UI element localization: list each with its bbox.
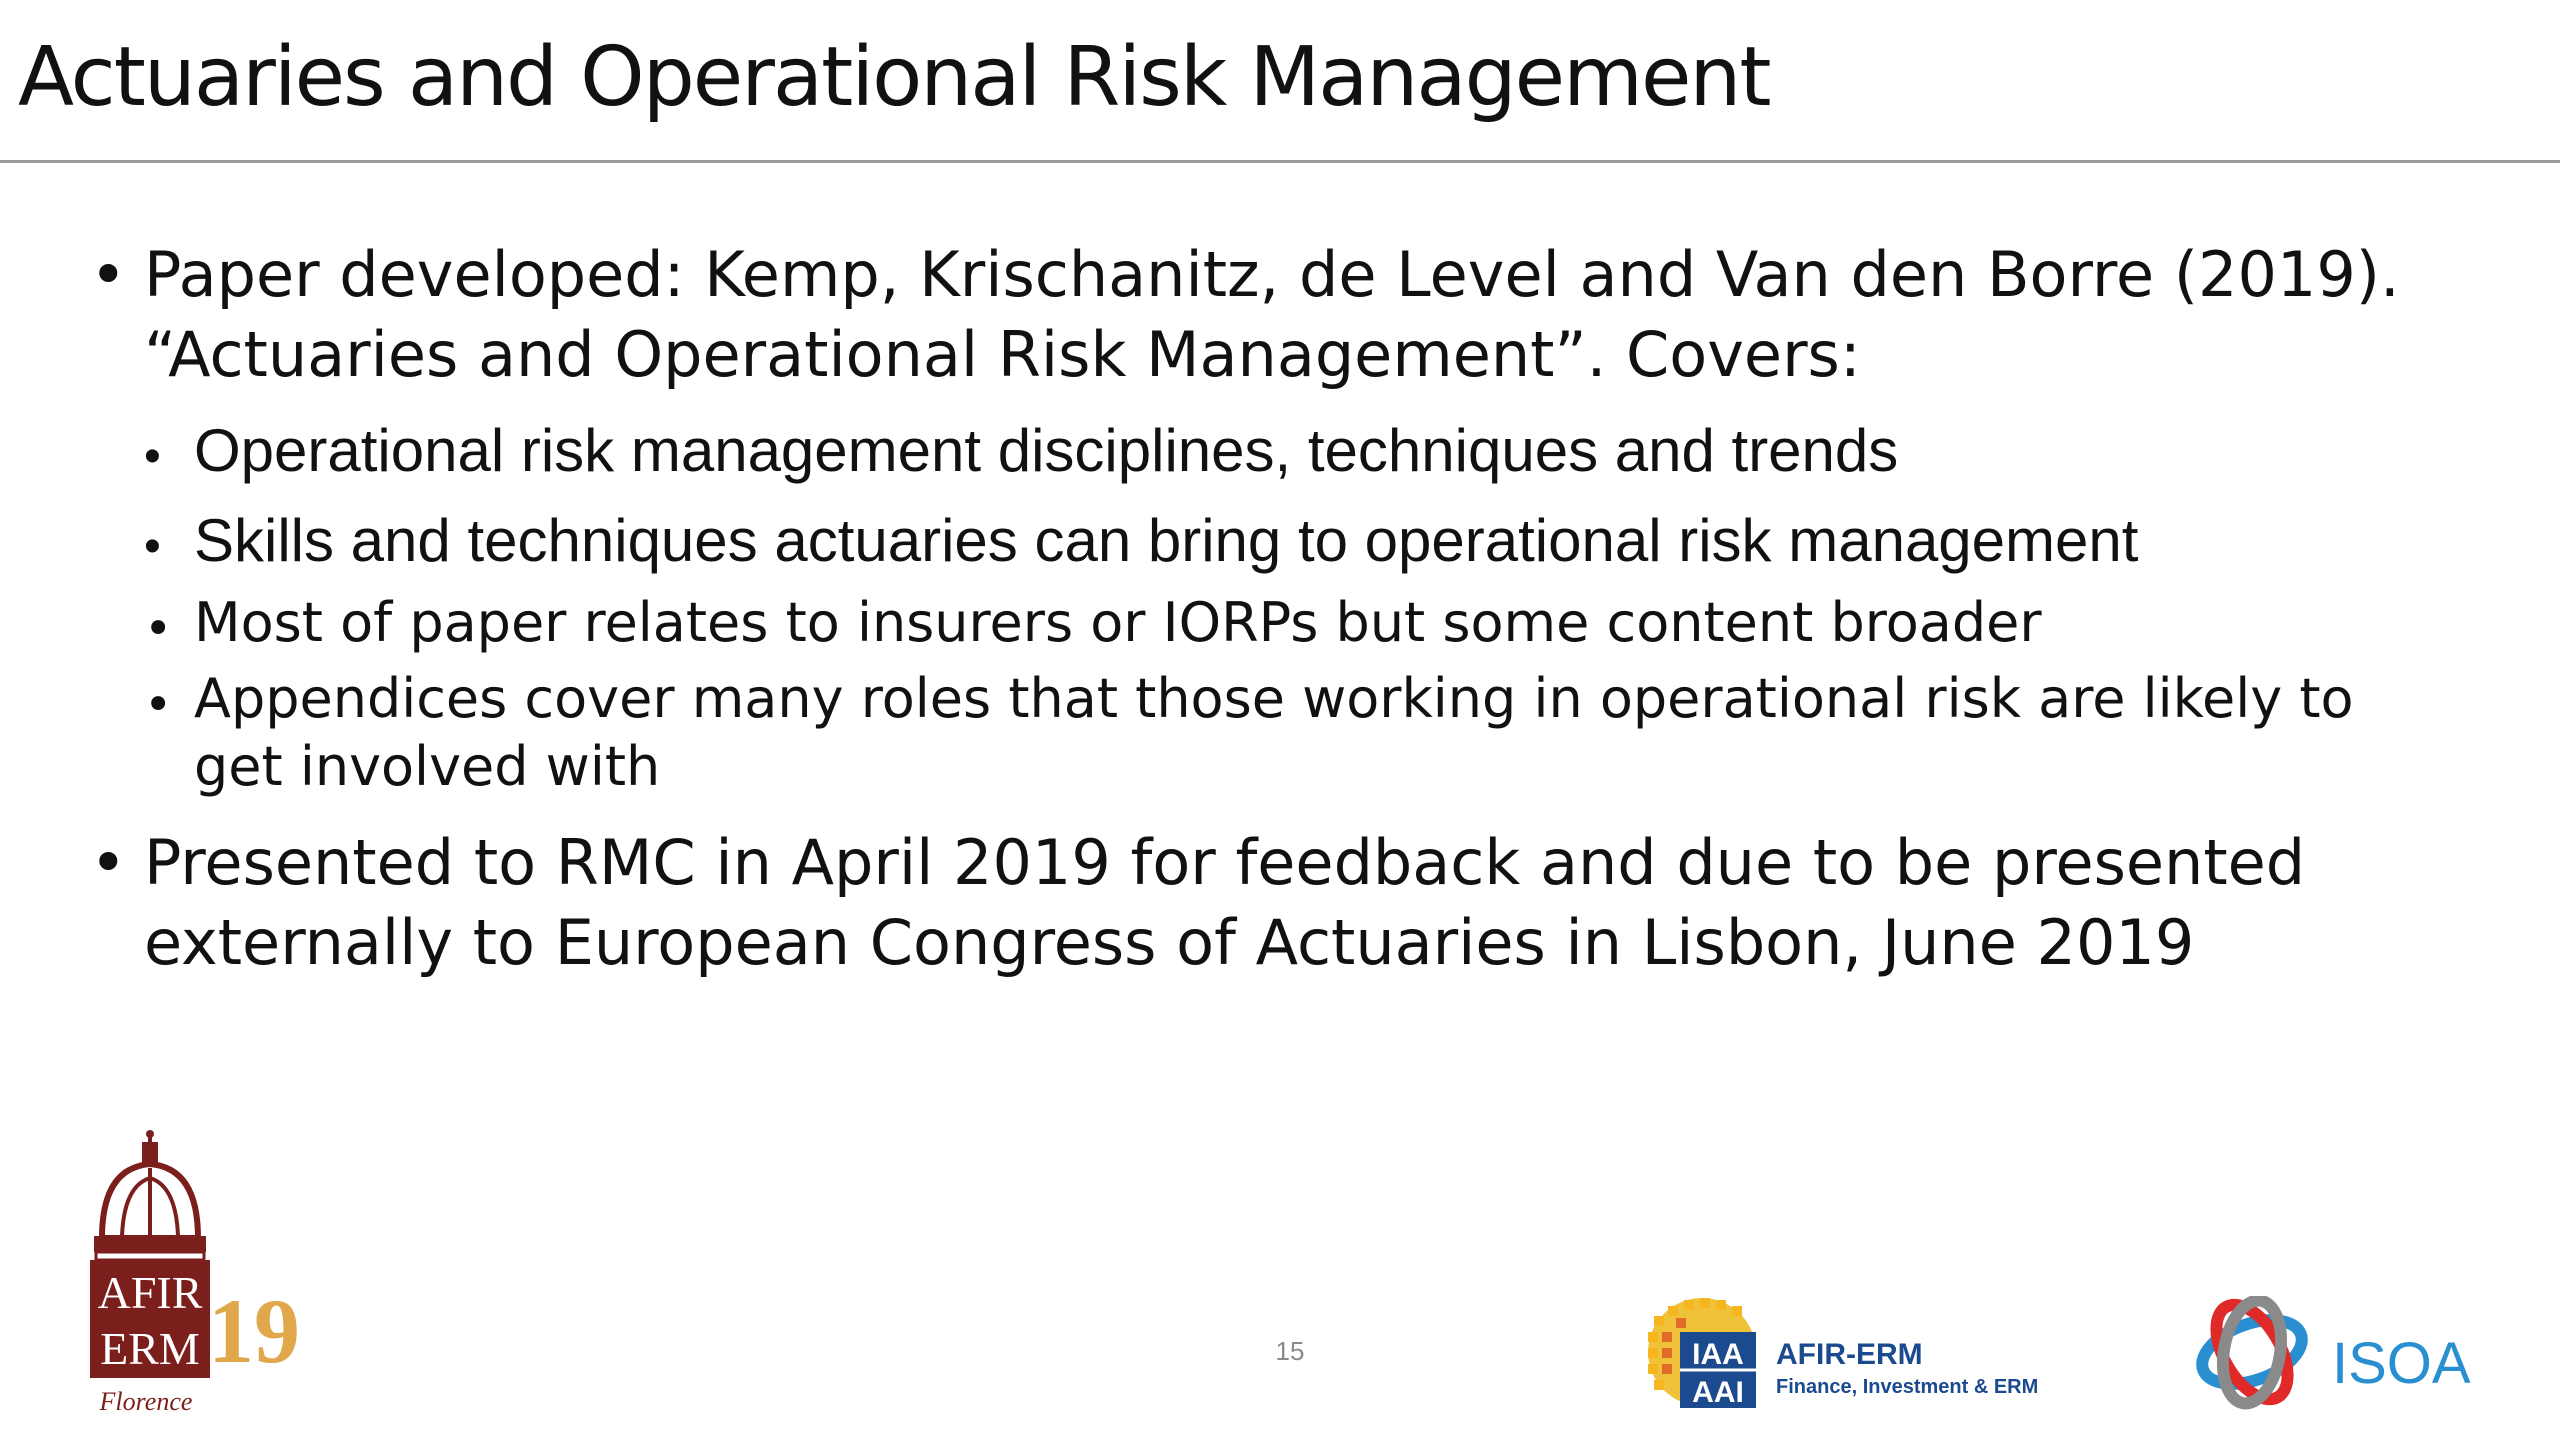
isoa-logo — [2186, 1296, 2471, 1416]
sub-bullet-list — [144, 417, 2510, 801]
slide-title: Actuaries and Operational Risk Management — [18, 30, 1770, 125]
iaa-globe-icon — [1640, 1292, 1770, 1412]
iaa-subtitle: Finance, Investment & ERM — [1776, 1376, 2039, 1398]
list-item — [90, 823, 2510, 983]
isoa-rings-icon — [2186, 1296, 2326, 1416]
afir-erm-19-logo — [82, 1128, 302, 1418]
bullet-glyph: • — [144, 430, 161, 483]
bullet-glyph: • — [144, 520, 161, 573]
sub-bullet-text: Most of paper relates to insurers or IORPs but some content broader — [194, 591, 2042, 654]
sub-bullet-text: Operational risk management disciplines, techniques and trends — [194, 417, 1899, 484]
iaa-afir-erm-logo — [1640, 1292, 2040, 1412]
list-item — [144, 417, 2510, 485]
bullet-glyph: • — [144, 601, 173, 657]
isoa-name: ISOA — [2332, 1331, 2471, 1396]
bullet-glyph: • — [90, 826, 127, 899]
list-item — [144, 589, 2510, 657]
title-divider — [0, 160, 2560, 163]
sub-bullet-text: Skills and techniques actuaries can bring to operational risk management — [194, 507, 2139, 574]
city-text: Florence — [99, 1387, 193, 1416]
list-item — [144, 665, 2510, 801]
list-item — [90, 235, 2510, 801]
iaa-badge-bottom: AAI — [1692, 1376, 1744, 1409]
year-text: 19 — [208, 1280, 300, 1382]
iaa-badge-top: IAA — [1692, 1338, 1744, 1371]
bullet-glyph: • — [144, 677, 173, 733]
sub-bullet-text: Appendices cover many roles that those working in operational risk are likely to get involved with — [194, 667, 2354, 798]
erm-text: ERM — [100, 1323, 200, 1374]
slide-body — [90, 235, 2510, 983]
iaa-name: AFIR-ERM — [1776, 1338, 1923, 1371]
bullet-glyph: • — [90, 238, 127, 311]
bullet-list — [90, 235, 2510, 983]
page-number: 15 — [1275, 1336, 1305, 1366]
list-item — [144, 507, 2510, 575]
bullet-text: Presented to RMC in April 2019 for feedback and due to be presented externally to European Congress of Actuaries in Lisbon, June 2019 — [144, 826, 2306, 979]
afir-text: AFIR — [97, 1267, 203, 1318]
bullet-text: Paper developed: Kemp, Krischanitz, de Level and Van den Borre (2019). “Actuaries and Operational Risk Management”. Covers: — [144, 238, 2400, 391]
